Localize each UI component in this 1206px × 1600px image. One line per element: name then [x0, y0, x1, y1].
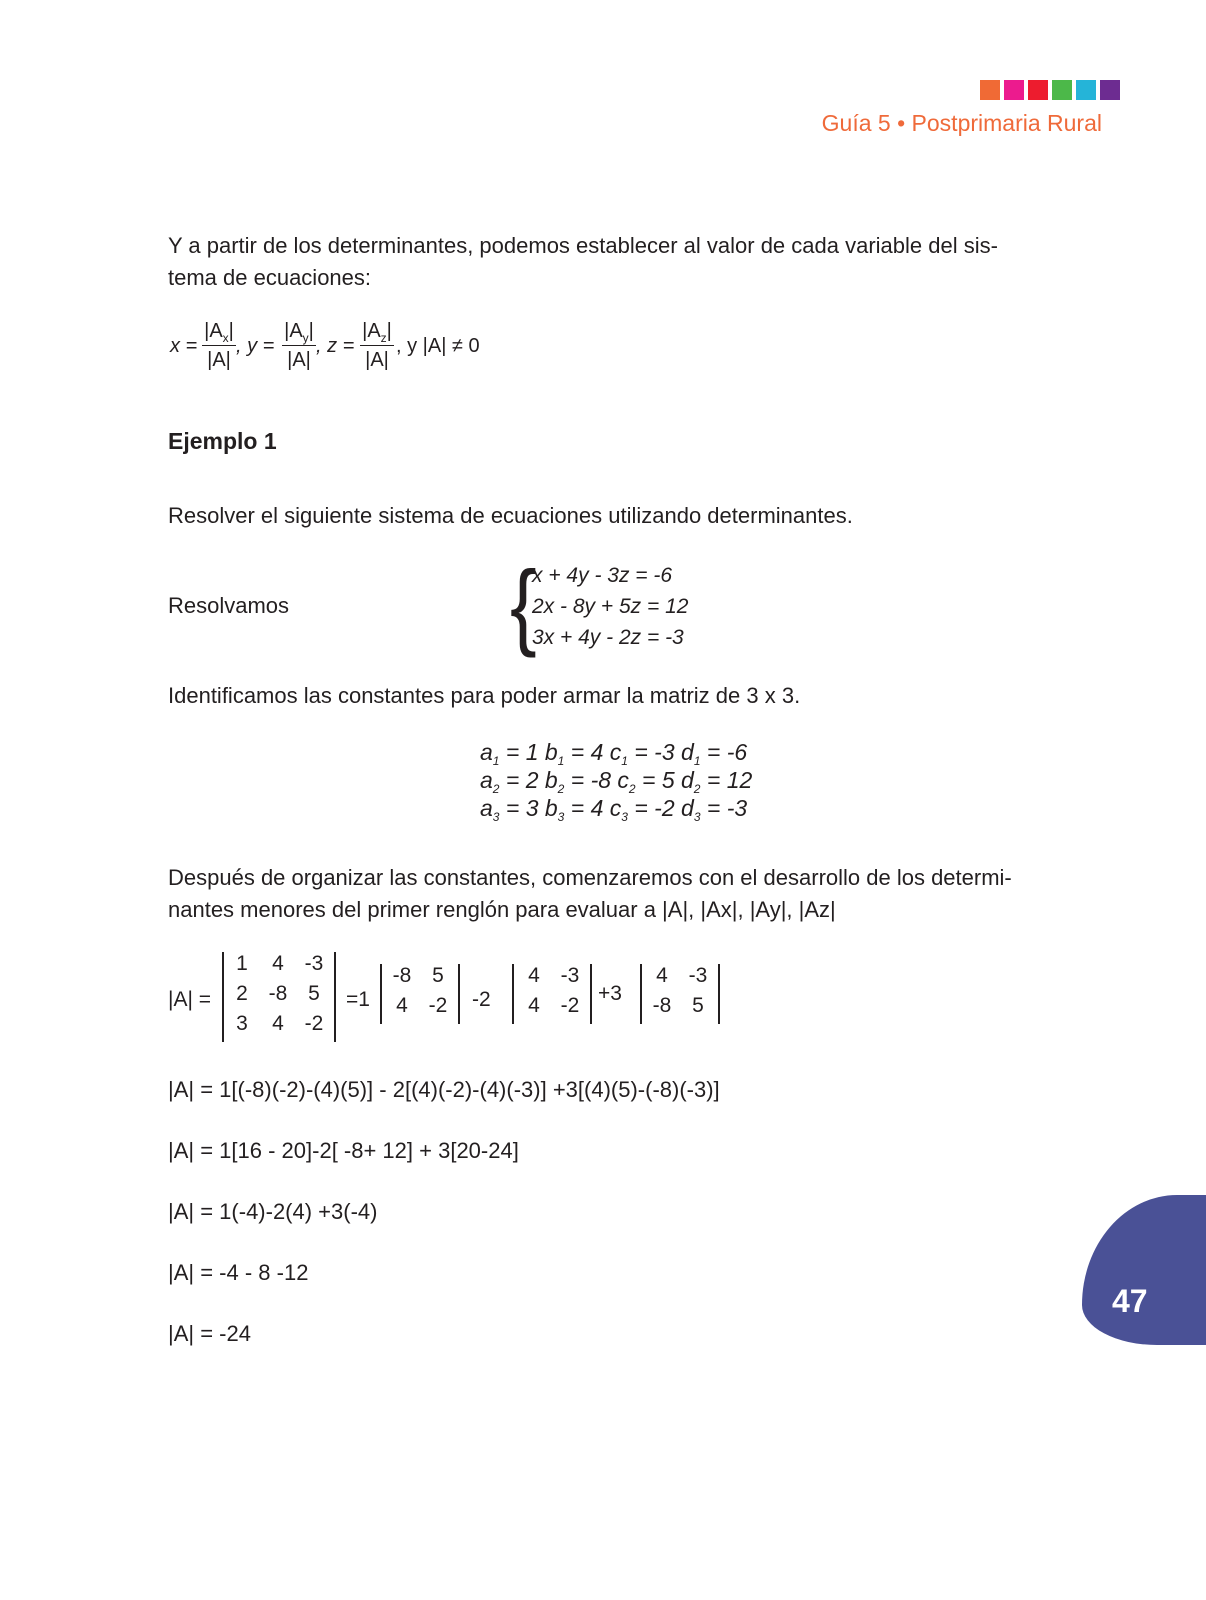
- color-square: [980, 80, 1000, 100]
- step-line: |A| = 1(-4)-2(4) +3(-4): [168, 1199, 378, 1224]
- color-square: [1052, 80, 1072, 100]
- y-fraction: $|A_y|$ |A|: [282, 318, 316, 373]
- x-lhs: x =: [170, 335, 198, 357]
- page-number: 47: [1112, 1283, 1148, 1319]
- y-lhs: , y =: [236, 335, 275, 357]
- header-title: Guía 5 • Postprimaria Rural: [821, 110, 1102, 136]
- system-brace: {: [510, 551, 537, 658]
- color-square: [1004, 80, 1024, 100]
- step-line: |A| = 1[16 - 20]-2[ -8+ 12] + 3[20-24]: [168, 1138, 519, 1163]
- minor-2: 4 -3 4 -2: [512, 964, 592, 1024]
- color-square: [1028, 80, 1048, 100]
- after-line-1: Después de organizar las constantes, comenzaremos con el desarrollo de los determi-: [168, 865, 1012, 890]
- minor-1: -8 5 4 -2: [380, 964, 460, 1024]
- intro-line-2: tema de ecuaciones:: [168, 265, 372, 290]
- minor-3: 4 -3 -8 5: [640, 964, 720, 1024]
- after-line-2: nantes menores del primer renglón para evaluar a |A|, |Ax|, |Ay|, |Az|: [168, 897, 836, 922]
- matrix-3x3: 1 4 -3 2 -8 5 3 4 -2: [222, 952, 336, 1042]
- x-fraction: $|A_x|$ |A|: [202, 318, 236, 373]
- page-number-blob: [1082, 1195, 1206, 1345]
- constants-row: $a_1 = 1$ $b_1 = 4$ $c_1 = -3$ $d_1 = -6$: [480, 739, 748, 768]
- example-statement: Resolver el siguiente sistema de ecuaciones utilizando determinantes.: [168, 503, 853, 528]
- step-line: |A| = -4 - 8 -12: [168, 1260, 309, 1285]
- coef-3: +3: [598, 982, 622, 1005]
- equation-system: [532, 560, 688, 653]
- z-lhs: , z =: [316, 335, 355, 357]
- z-fraction: $|A_z|$ |A|: [360, 318, 394, 373]
- step-line: |A| = -24: [168, 1321, 251, 1346]
- intro-line-1: Y a partir de los determinantes, podemos establecer al valor de cada variable del sis-: [168, 233, 998, 258]
- example-title: Ejemplo 1: [168, 428, 277, 454]
- coef-2: -2: [472, 988, 491, 1011]
- constants-block: [480, 738, 752, 822]
- identify-text: Identificamos las constantes para poder armar la matriz de 3 x 3.: [168, 683, 801, 708]
- condition: , y |A| ≠ 0: [396, 335, 480, 357]
- coef-1: =1: [346, 988, 370, 1011]
- det-label: |A| =: [168, 988, 212, 1011]
- equation: x + 4y - 3z = -6: [532, 564, 673, 587]
- equation: 3x + 4y - 2z = -3: [532, 626, 684, 649]
- step-line: |A| = 1[(-8)(-2)-(4)(5)] - 2[(4)(-2)-(4)(-3)] +3[(4)(5)-(-8)(-3)]: [168, 1077, 720, 1102]
- constants-row: $a_2 = 2$ $b_2 = -8$ $c_2 = 5$ $d_2 = 12$: [480, 767, 753, 796]
- equation: 2x - 8y + 5z = 12: [532, 595, 689, 618]
- color-square: [1100, 80, 1120, 100]
- color-square: [1076, 80, 1096, 100]
- resolvamos-label: Resolvamos: [168, 593, 290, 618]
- constants-row: $a_3 = 3$ $b_3 = 4$ $c_3 = -2$ $d_3 = -3$: [480, 795, 748, 824]
